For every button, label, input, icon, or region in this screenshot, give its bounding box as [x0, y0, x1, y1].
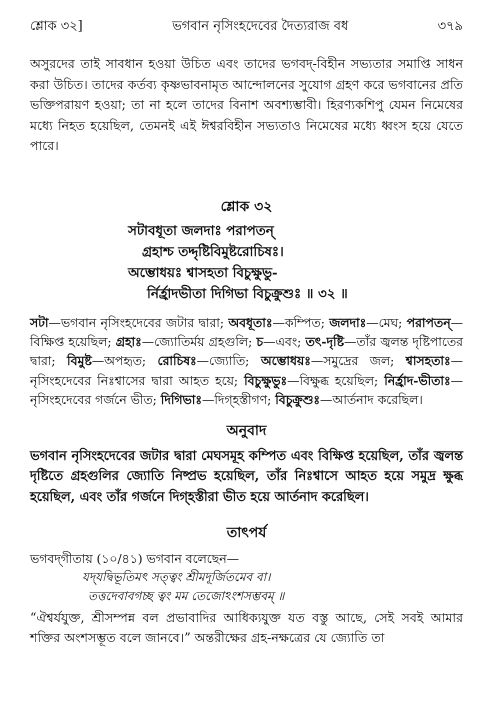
page-number: ৩৭৯	[437, 19, 463, 34]
synonym-term: নির্হ্রাদ-ভীতাঃ	[384, 372, 451, 388]
synonym-term: বিমুষ্ট	[67, 353, 92, 369]
synonym-term: রোচিষঃ	[157, 353, 197, 369]
synonym-term: গ্রহাঃ	[115, 333, 142, 349]
synonym-term: অবধূতাঃ	[228, 314, 273, 330]
synonym-term: সটা	[30, 314, 49, 330]
translation-text: ভগবান নৃসিংহদেবের জটার দ্বারা মেঘসমূহ কম্পিত এবং বিক্ষিপ্ত হয়েছিল, তাঁর জ্বলন্ত দৃষ্টিতে গ্রহগুলির জ্যোতি নিষ্প্রভ হয়েছিল, তাঁর নিঃশ্বাসে আহত হয়ে সমুদ্র ক্ষুব্ধ হয়েছিল, এবং তাঁর গর্জনে দিগ্‌হস্তীরা ভীত হয়ে আর্তনাদ করেছিল।	[30, 448, 463, 505]
synonym-meaning: —বিক্ষুব্ধ হয়েছিল;	[287, 372, 385, 388]
purport-intro: ভগবদ্‌গীতায় (১০/৪১) ভগবান বলেছেন—	[30, 550, 240, 566]
verse-line: সটাবধূতা জলদাঃ পরাপতন্	[128, 222, 274, 239]
synonym-term: চ	[256, 333, 264, 349]
verse-line: অম্ভোধয়ঃ শ্বাসহতা বিচুক্ষুভু-	[128, 264, 278, 281]
word-for-word-synonyms	[30, 313, 463, 410]
gita-quote-line: তত্তদেবাবগচ্ছ ত্বং মম তেজোঽংশসম্ভবম্ ॥	[88, 588, 285, 603]
synonym-entry	[161, 392, 275, 407]
synonym-meaning: —জ্যোতির্ময় গ্রহগুলি;	[141, 333, 257, 349]
synonym-meaning: —মেঘ;	[366, 314, 407, 330]
synonym-meaning: —সমুদ্রের জল;	[310, 353, 406, 369]
synonym-entry	[158, 353, 261, 368]
synonym-meaning: —আর্তনাদ করেছিল।	[320, 392, 423, 408]
verse-reference: শ্লোক ৩২]	[30, 19, 83, 34]
synonym-entry	[30, 315, 228, 330]
purport-heading: তাৎপর্য	[226, 524, 267, 541]
synonym-term: জলদাঃ	[329, 314, 367, 330]
verse-line: গ্রহাশ্চ তদ্দৃষ্টিবিমুষ্টরোচিষঃ।	[142, 243, 284, 260]
synonym-term: বিচুক্রুশুঃ	[275, 392, 321, 408]
gita-quote-line: যদ্‌যদ্বিভূতিমৎ সত্ত্বং শ্রীমদূর্জিতমেব বা।	[82, 569, 271, 584]
synonym-meaning: —কম্পিত;	[272, 314, 330, 330]
page-header	[30, 0, 463, 38]
sanskrit-verse	[30, 221, 463, 305]
synonym-meaning: —জ্যোতি;	[196, 353, 261, 369]
verse-heading: শ্লোক ৩২	[220, 198, 273, 215]
synonym-entry	[244, 373, 384, 388]
intro-paragraph: অসুরদের তাই সাবধান হওয়া উচিত এবং তাদের ভগবদ্‌-বিহীন সভ্যতার সমাপ্তি সাধন করা উচিত। তাদের কর্তব্য কৃষ্ণভাবনামৃত আন্দোলনের সুযোগ গ্রহণ করে ভগবানের প্রতি ভক্তিপরায়ণ হওয়া; তা না হলে তাদের বিনাশ অবশ্যম্ভাবী। হিরণ্যকশিপু যেমন নিমেষের মধ্যে নিহত হয়েছিল, তেমনই এই ঈশ্বরবিহীন সভ্যতাও নিমেষের মধ্যে ধ্বংস হয়ে যেতে পারে।	[30, 56, 463, 153]
verse-line: র্নির্হ্রাদভীতা দিগিভা বিচুক্রুশুঃ ॥ ৩২ ॥	[147, 285, 348, 302]
synonym-term: শ্বাসহতাঃ	[405, 353, 451, 369]
synonym-term: বিচুক্ষুভুঃ	[244, 372, 288, 388]
synonym-entry	[256, 334, 305, 349]
synonym-term: পরাপতন্	[406, 314, 451, 330]
synonym-term: অম্ভোধয়ঃ	[260, 353, 311, 369]
synonym-term: দিগিভাঃ	[160, 392, 202, 408]
synonym-meaning: —অপহৃত;	[91, 353, 158, 369]
synonym-meaning: —ভগবান নৃসিংহদেবের জটার দ্বারা;	[48, 314, 229, 330]
synonym-term: তৎ-দৃষ্টি	[305, 333, 345, 349]
synonym-meaning: —দিগ্‌হস্তীগণ;	[201, 392, 276, 408]
chapter-title: ভগবান নৃসিংহদেবের দৈত্যরাজ বধ	[172, 19, 349, 34]
translation-heading: অনুবাদ	[226, 422, 267, 439]
synonym-meaning: —নৃসিংহদেবের নিঃশ্বাসের দ্বারা আহত হয়ে;	[30, 353, 464, 388]
synonym-entry	[275, 392, 423, 407]
synonym-entry	[67, 353, 158, 368]
synonym-meaning: —এবং;	[263, 333, 306, 349]
purport-text: “ঐশ্বর্যযুক্ত, শ্রীসম্পন্ন বল প্রভাবাদির আধিক্যযুক্ত যত বস্তু আছে, সেই সবই আমার শক্তির অংশসম্ভূত বলে জানবে।” অন্তরীক্ষের গ্রহ-নক্ষত্রের যে জ্যোতি তা	[30, 609, 463, 645]
synonym-meaning: —তাঁর জ্বলন্ত দৃষ্টিপাতের দ্বারা;	[30, 333, 463, 369]
synonym-meaning: —বিক্ষিপ্ত হয়েছিল;	[30, 314, 463, 349]
synonym-entry	[116, 334, 257, 349]
synonym-entry	[329, 315, 406, 330]
synonym-entry	[261, 353, 406, 368]
synonym-meaning: —নৃসিংহদেবের গর্জনে ভীত;	[30, 372, 464, 408]
synonym-entry	[228, 315, 329, 330]
